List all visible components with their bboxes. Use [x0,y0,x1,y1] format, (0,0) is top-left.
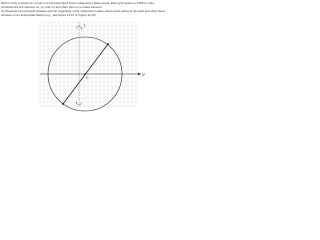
diameter-point-upper [107,43,109,45]
sigma-axis-arrowhead [138,73,141,76]
problem-line-3: (b) Determine the principal stresses and the magnitude of the maximum in-plane shear stress acting at the point and show these [1,9,166,13]
problem-line-4: stresses on an appropriate sketch (e.g., see Figure 12.15 or Figure 12.16). [1,13,97,17]
problem-line-1: Mohr's circle is shown for a point in a physical object that is subjected to plane stress. Each grid square is 4 MPa in size. [1,1,155,5]
sigma-axis-label: σ [142,72,145,77]
center-point [84,73,86,75]
center-label: C [86,76,89,80]
problem-line-2: (a) Determine the stresses σx, σy, and τxy and show them on a stress element. [1,5,103,9]
tau-axis-label: τ [83,23,86,28]
rotation-arrow-icon-top [77,26,83,29]
mohrs-circle-figure [0,0,200,114]
diameter-point-lower [62,103,64,105]
